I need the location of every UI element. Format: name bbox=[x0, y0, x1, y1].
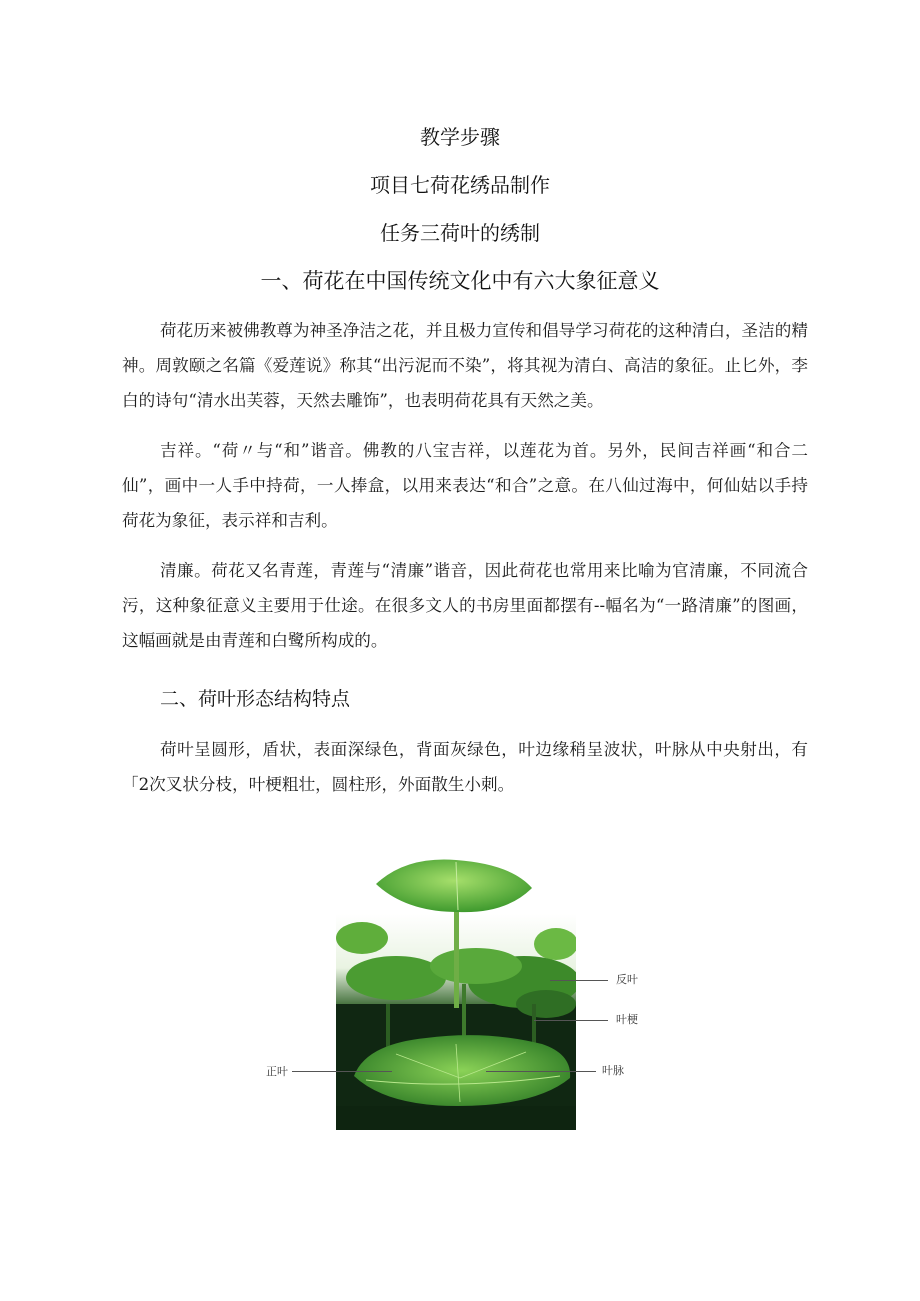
callout-line-vein bbox=[486, 1071, 596, 1072]
lotus-leaf-figure bbox=[250, 850, 670, 1140]
paragraph-integrity: 清廉。荷花又名青莲，青莲与“清廉”谐音，因此荷花也常用来比喻为官清廉，不同流合污，这种象征意义主要用于仕途。在很多文人的书房里面都摆有--幅名为“一路清廉”的图画，这幅画就是由青莲和白鹭所构成的。 bbox=[122, 561, 808, 650]
heading-teaching-steps: 教学步骤 bbox=[420, 125, 500, 149]
heading-project: 项目七荷花绣品制作 bbox=[370, 173, 550, 197]
label-reverse-leaf: 反叶 bbox=[616, 973, 638, 986]
callout-line-front-leaf bbox=[292, 1071, 392, 1072]
callout-line-stem bbox=[534, 1020, 608, 1021]
paragraph-auspicious: 吉祥。“荷〃与“和”谐音。佛教的八宝吉祥，以莲花为首。另外，民间吉祥画“和合二仙”，画中一人手中持荷，一人捧盒，以用来表达“和合”之意。在八仙过海中，何仙姑以手持荷花为象征，表示祥和吉利。 bbox=[122, 441, 808, 530]
callout-line-reverse-leaf bbox=[550, 980, 608, 981]
paragraph-leaf-morphology: 荷叶呈圆形，盾状，表面深绿色，背面灰绿色，叶边缘稍呈波状，叶脉从中央射出，有「2次叉状分枝，叶梗粗壮，圆柱形，外面散生小刺。 bbox=[122, 740, 808, 794]
heading-task: 任务三荷叶的绣制 bbox=[380, 221, 540, 245]
label-front-leaf: 正叶 bbox=[266, 1065, 288, 1078]
label-vein: 叶脉 bbox=[602, 1064, 624, 1077]
paragraph-purity: 荷花历来被佛教尊为神圣净洁之花，并且极力宣传和倡导学习荷花的这种清白，圣洁的精神。周敦颐之名篇《爱莲说》称其“出污泥而不染”，将其视为清白、高洁的象征。止匕外，李白的诗句“清水出芙蓉，天然去雕饰”，也表明荷花具有天然之美。 bbox=[122, 321, 808, 410]
heading-section-1: 一、荷花在中国传统文化中有六大象征意义 bbox=[260, 269, 660, 293]
lotus-leaf-photo bbox=[336, 854, 576, 1130]
heading-section-2: 二、荷叶形态结构特点 bbox=[160, 688, 351, 710]
label-stem: 叶梗 bbox=[616, 1013, 638, 1026]
